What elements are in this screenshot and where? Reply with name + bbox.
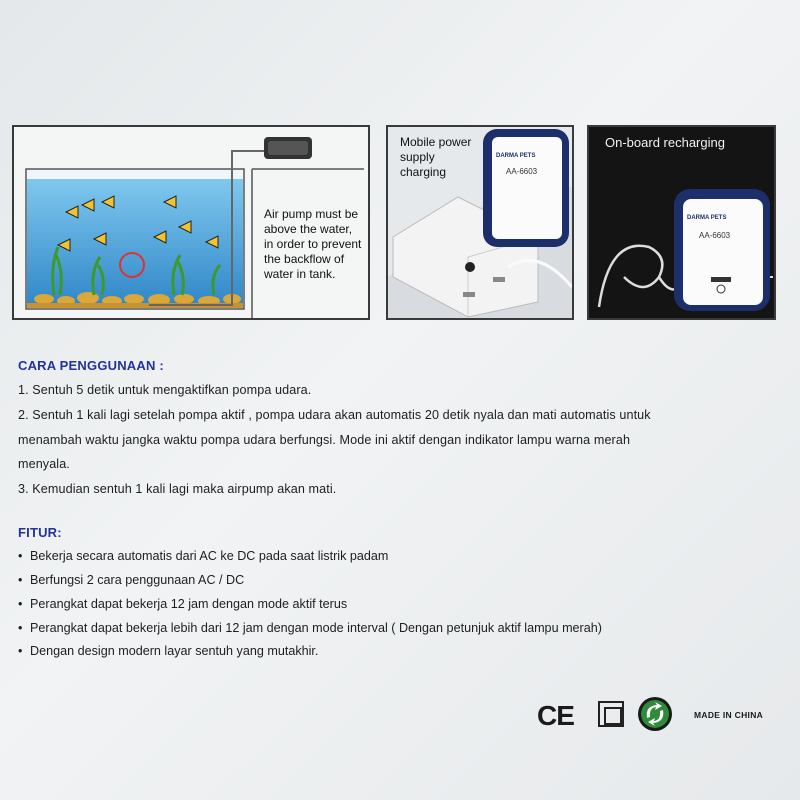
feature-item	[18, 621, 602, 635]
made-in-label: MADE IN CHINA	[694, 710, 764, 720]
ce-mark-icon: CE	[537, 700, 574, 731]
usage-title: CARA PENGGUNAAN :	[18, 358, 164, 373]
usage-line: menambah waktu jangka waktu pompa udara berfungsi. Mode ini aktif dengan indikator lampu warna merah	[18, 433, 631, 447]
feature-item	[18, 573, 244, 587]
device-model-label: AA-6603	[699, 231, 731, 240]
feature-item	[18, 549, 388, 563]
bullet-icon: •	[18, 549, 23, 563]
features-title: FITUR:	[18, 525, 62, 540]
usage-line: 2. Sentuh 1 kali lagi setelah pompa aktif , pompa udara akan automatis 20 detik nyala dan mati automatis untuk	[18, 408, 651, 422]
feature-text: Dengan design modern layar sentuh yang mutakhir.	[30, 644, 319, 658]
onboard-recharging-panel	[587, 125, 776, 320]
feature-item	[18, 644, 318, 658]
feature-item	[18, 597, 347, 611]
aquarium-diagram-panel	[12, 125, 370, 320]
feature-text: Bekerja secara automatis dari AC ke DC pada saat listrik padam	[30, 549, 389, 563]
mobile-charging-panel	[386, 125, 574, 320]
bullet-icon: •	[18, 573, 23, 587]
bullet-icon: •	[18, 644, 23, 658]
usage-line: 3. Kemudian sentuh 1 kali lagi maka airpump akan mati.	[18, 482, 337, 496]
onboard-recharging-illustration	[589, 127, 774, 318]
usage-line: menyala.	[18, 457, 70, 471]
onboard-recharging-caption: On-board recharging	[605, 135, 725, 150]
device-model-label: AA-6603	[506, 167, 538, 176]
feature-text: Perangkat dapat bekerja 12 jam dengan mode aktif terus	[30, 597, 348, 611]
usage-line: 1. Sentuh 5 detik untuk mengaktifkan pompa udara.	[18, 383, 312, 397]
pump-placement-note: Air pump must be above the water, in order to prevent the backflow of water in tank.	[264, 207, 362, 281]
bullet-icon: •	[18, 621, 23, 635]
device-brand-label: DARMA PETS	[687, 215, 727, 221]
recycle-icon	[637, 696, 673, 732]
feature-text: Berfungsi 2 cara penggunaan AC / DC	[30, 573, 245, 587]
device-brand-label: DARMA PETS	[496, 153, 536, 159]
double-insulation-icon	[598, 701, 624, 727]
mobile-charging-caption: Mobile power supply charging	[400, 135, 472, 179]
feature-text: Perangkat dapat bekerja lebih dari 12 jam dengan mode interval ( Dengan petunjuk aktif lampu merah)	[30, 621, 602, 635]
bullet-icon: •	[18, 597, 23, 611]
